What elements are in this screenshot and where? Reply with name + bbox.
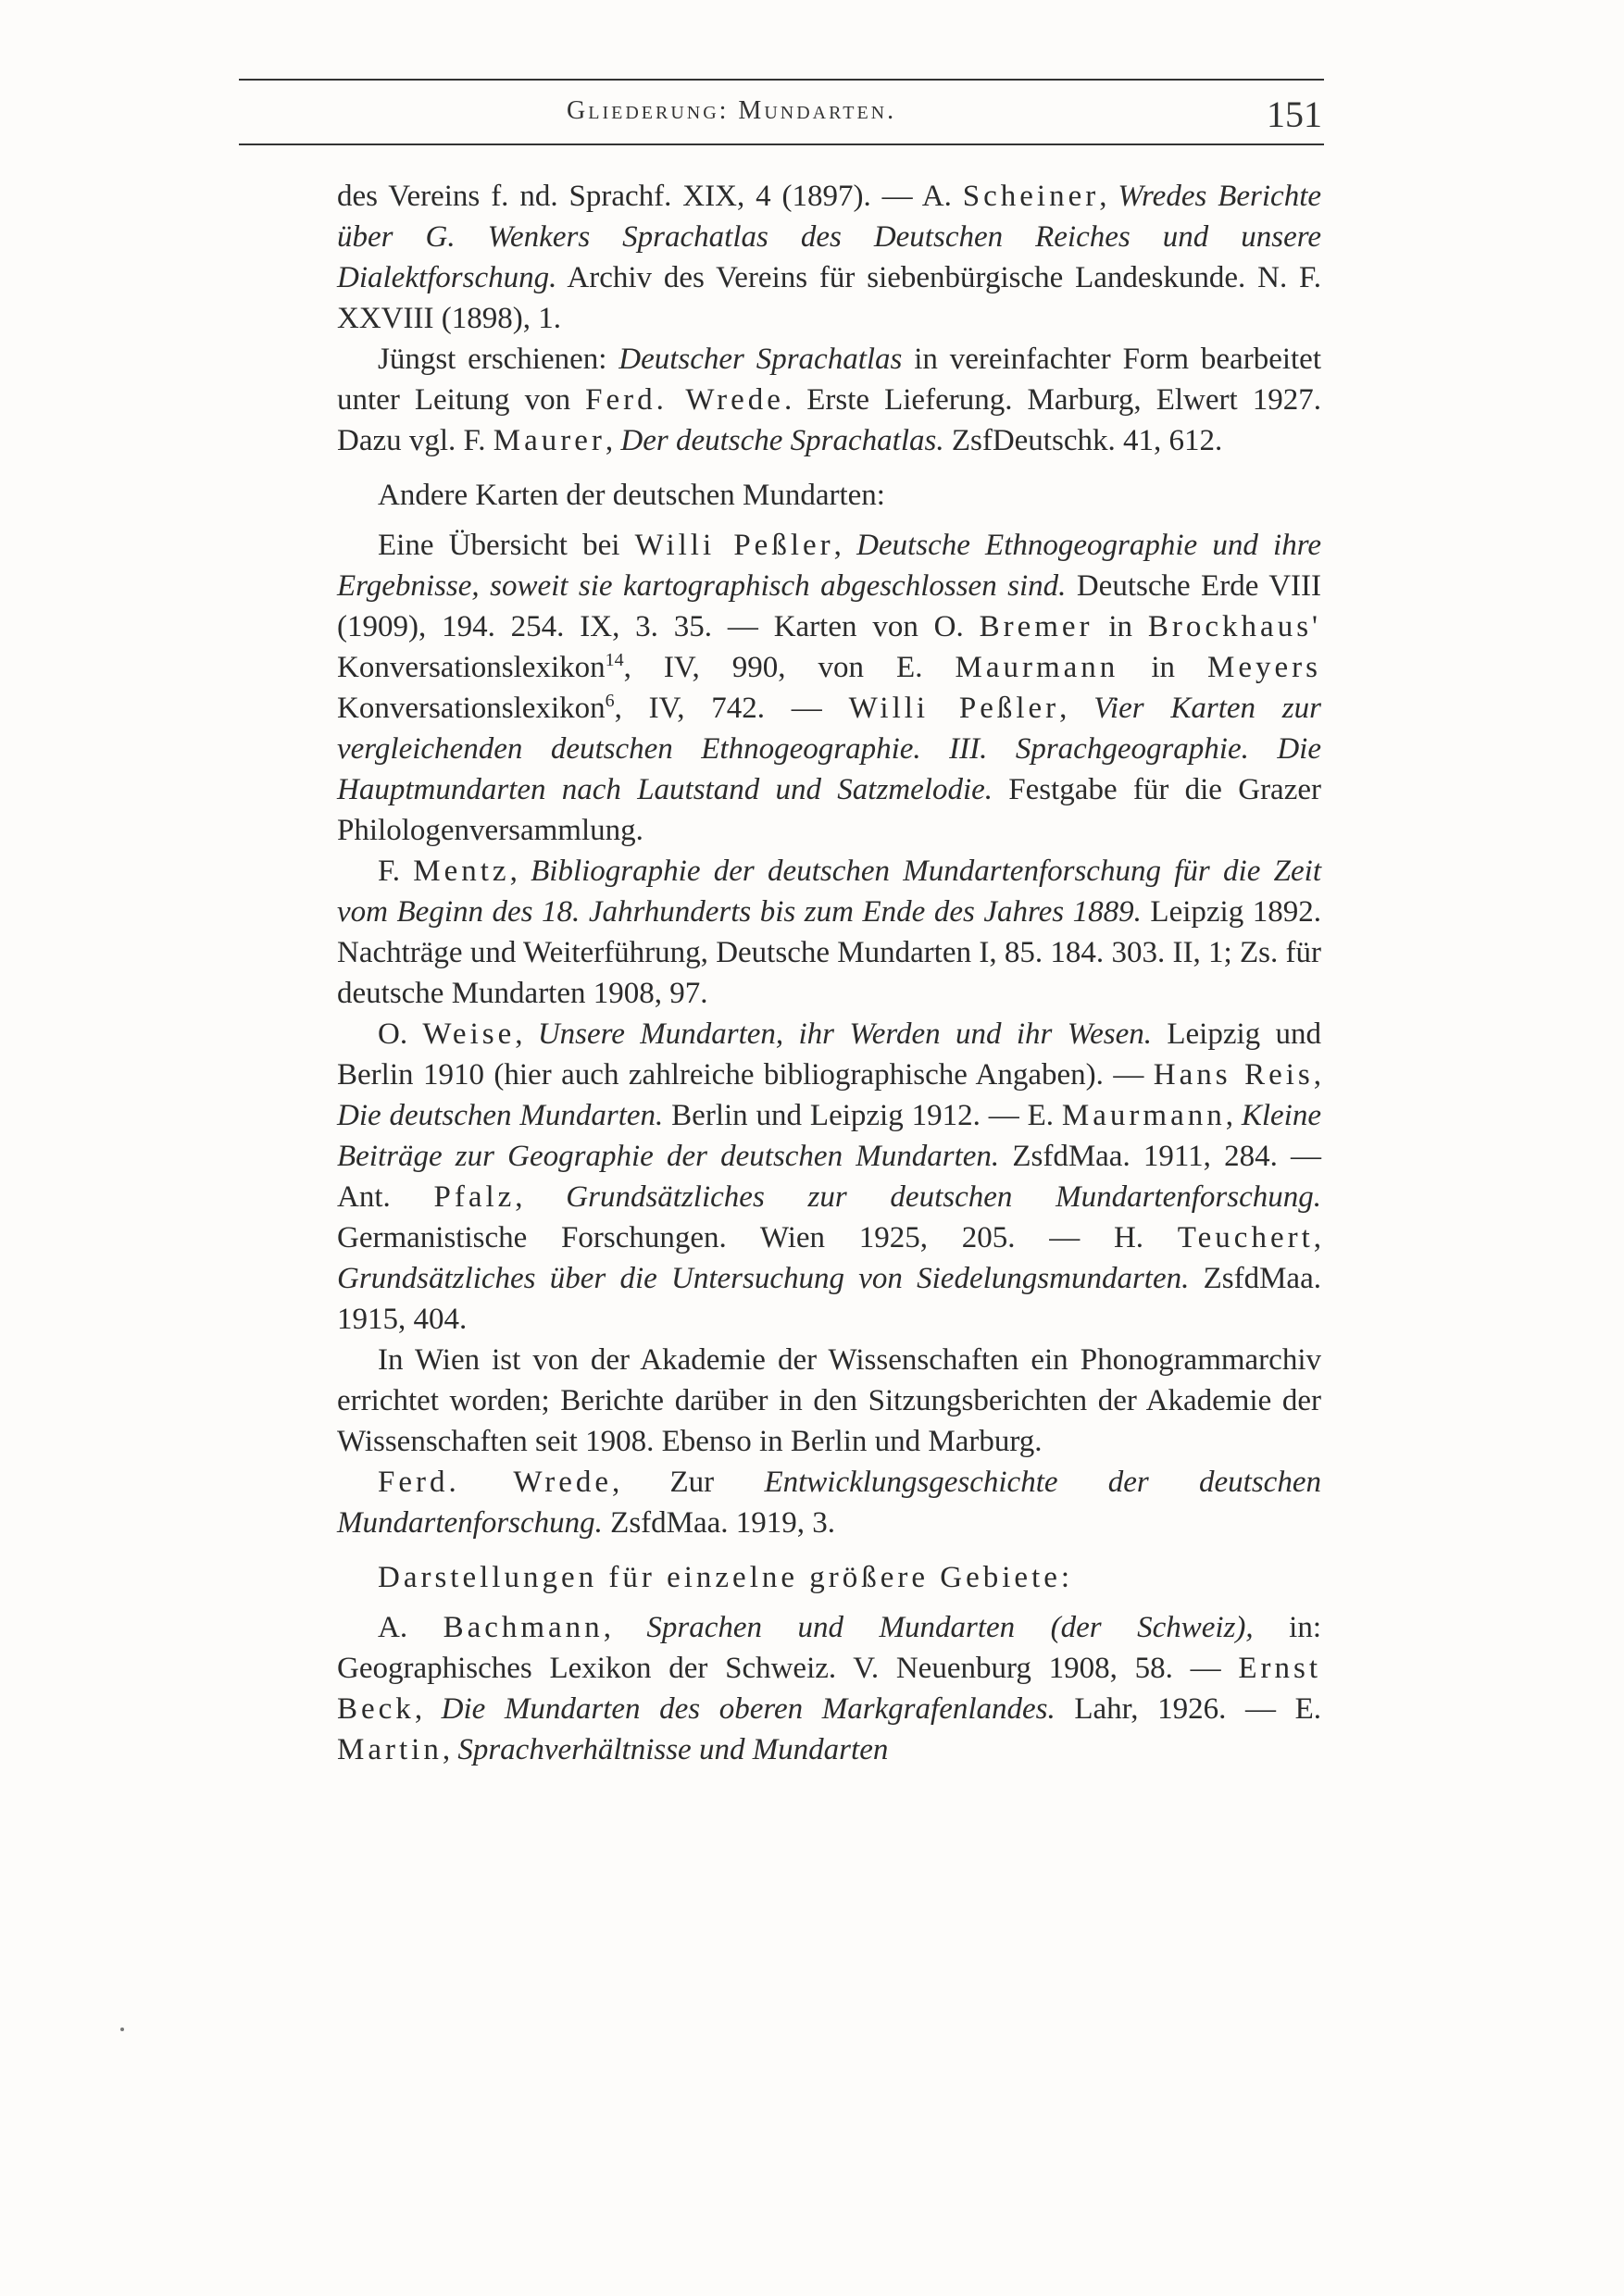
section-heading-regions: Darstellungen für einzelne größere Gebiete: — [378, 1561, 1074, 1594]
paragraph-8: A. Bachmann, Sprachen und Mundarten (der Schweiz), in: Geographisches Lexikon der Schweiz. V. Neuenburg 1908, 58. — Ernst Beck, Die Mundarten des oberen Markgrafenlandes. Lahr, 1926. — E. Martin, Sprachverhältnisse und Mundarten — [337, 1611, 1321, 1766]
paragraph-2: Jüngst erschienen: Deutscher Sprachatlas in vereinfachter Form bearbeitet unter Leitung von Ferd. Wrede. Erste Lieferung. Marburg, Elwert 1927. Dazu vgl. F. Maurer, Der deutsche Sprachatlas. ZsfDeutschk. 41, 612. — [337, 343, 1321, 457]
paragraph-4: F. Mentz, Bibliographie der deutschen Mundartenforschung für die Zeit vom Beginn des 18. Jahrhunderts bis zum Ende des Jahres 1889. Leipzig 1892. Nachträge und Weiterführung, Deutsche Mundarten I, 85. 184. 303. II, 1; Zs. für deutsche Mundarten 1908, 97. — [337, 855, 1322, 1010]
running-title: Gliederung: Mundarten. — [567, 96, 897, 125]
section-heading-maps: Andere Karten der deutschen Mundarten: — [378, 479, 885, 512]
paragraph-1: des Vereins f. nd. Sprachf. XIX, 4 (1897). — A. Scheiner, Wredes Berichte über G. Wenkers Sprachatlas des Deutschen Reiches und unsere Dialektforschung. Archiv des Vereins für siebenbürgische Landeskunde. N. F. XXVIII (1898), 1. — [337, 180, 1322, 335]
body-text — [337, 176, 1321, 1770]
paragraph-7: Ferd. Wrede, Zur Entwicklungsgeschichte der deutschen Mundartenforschung. ZsfdMaa. 1919, 3. — [337, 1466, 1321, 1540]
header-rule-top — [239, 79, 1324, 81]
scan-speck — [120, 2028, 124, 2031]
header-rule-bottom — [239, 144, 1324, 145]
page-number: 151 — [1267, 94, 1322, 135]
paragraph-5: O. Weise, Unsere Mundarten, ihr Werden und ihr Wesen. Leipzig und Berlin 1910 (hier auch zahlreiche bibliographische Angaben). — Hans Reis, Die deutschen Mundarten. Berlin und Leipzig 1912. — E. Maurmann, Kleine Beiträge zur Geographie der deutschen Mundarten. ZsfdMaa. 1911, 284. — Ant. Pfalz, Grundsätzliches zur deutschen Mundartenforschung. Germanistische Forschungen. Wien 1925, 205. — H. Teuchert, Grundsätzliches über die Untersuchung von Siedelungsmundarten. ZsfdMaa. 1915, 404. — [337, 1017, 1322, 1336]
paragraph-3: Eine Übersicht bei Willi Peßler, Deutsche Ethnogeographie und ihre Ergebnisse, soweit sie kartographisch abgeschlossen sind. Deutsche Erde VIII (1909), 194. 254. IX, 3. 35. — Karten von O. Bremer in Brockhaus' Konversationslexikon$^{14}$, IV, 990, von E. Maurmann in Meyers Konversationslexikon$^6$, IV, 742. — Willi Peßler, Vier Karten zur vergleichenden deutschen Ethnogeographie. III. Sprachgeographie. Die Hauptmundarten nach Lautstand und Satzmelodie. Festgabe für die Grazer Philologenversammlung. — [337, 529, 1321, 847]
paragraph-6: In Wien ist von der Akademie der Wissenschaften ein Phonogrammarchiv errichtet worden; Berichte darüber in den Sitzungsberichten der Akademie der Wissenschaften seit 1908. Ebenso in Berlin und Marburg. — [337, 1343, 1321, 1458]
